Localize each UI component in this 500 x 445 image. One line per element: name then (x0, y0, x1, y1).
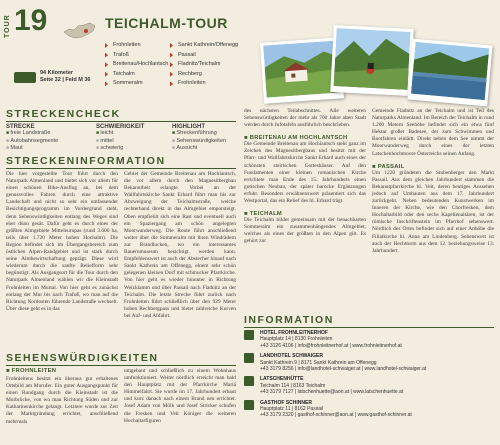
tour-number: 19 (14, 4, 48, 37)
strecke-item: ■ Autobahnsegmente (6, 138, 58, 146)
strecke-title: STRECKE (6, 124, 35, 130)
teichalm-heading: ■ TEICHALM (244, 211, 283, 218)
col3-intro: des nächsten Teilabschnittes. Alle weiteren Sehenswürdigkeiten der mehr als 700 Jahre alten Stadt werden durch Infotafeln ausführlich beschrieben. (244, 108, 366, 129)
info-contact: +43 3179 7127 | latschenhuette@aon.at | www.latschenhuette.at (260, 389, 404, 396)
tour-label: TOUR (4, 14, 11, 38)
divider (244, 327, 494, 328)
info-contact: +43 3126 4106 | info@frohnleitnerhof.at | www.frohnleitnerhof.at (260, 342, 402, 349)
breitenau-heading: ■ BREITENAU AM HOCHLANTSCH (244, 135, 348, 142)
route-stop: Trafoß (105, 51, 168, 61)
col4-intro: Gemeinde Fladnitz an der Teichalm und ist Teil des Naturparks Almenland. Im Bereich der Teichalm in rund 1.200 Metern Seehöhe befindet sich ein etwa fünf Hektar großer Badesee, der zum Schwimmen und Bootfahren einlädt. Direkt neben dem See nimmt der Moorwanderweg durch eines der letzten Latschenhochmoore Österreichs seinen Anfang. (372, 108, 494, 157)
restaurant-icon (244, 376, 254, 386)
info-name: LATSCHENHÜTTE (260, 376, 304, 383)
motorcycle-icon (14, 72, 36, 83)
info-address: Hauptplatz 11 | 8162 Passail (260, 406, 324, 413)
sehens-col1: Frohnleitens besitzt ein überaus gut erhaltenes Ortsbild am Murufer. Ein guter Ausgangspunkt für einen Rundgang durch die Kleinstadt ist die Murbrücke, von wo man Richtung Süden und zur Katharinenkirche gelangt. Letztere wurde zur Zeit der Marktgründung errichtet, anschließend mehrmals (6, 376, 118, 425)
sehens-heading: SEHENSWÜRDIGKEITEN (6, 352, 159, 364)
strecke-item: ■ freie Landstraße (6, 130, 58, 138)
schwierigkeit-title: SCHWIERIGKEIT (96, 124, 145, 130)
schwierigkeit-item: ■ leicht (96, 130, 144, 138)
streckeninfo-heading: STRECKENINFORMATION (6, 155, 166, 167)
info-entry (244, 400, 496, 419)
photo-mountain-ride (330, 25, 413, 96)
strecke-block (6, 124, 58, 153)
info-name: GASTHOF SCHINNER (260, 399, 312, 406)
breitenau-text: Die Gemeinde Breitenau am Hochlantsch steht ganz im Zeichen des Magnesitbergbaus und besitzt mit der Pfarr- und Wallfahrtskirche Sankt Erhard auch eines der schönsten steirischen Gotteshäuser. Auf den Fundamenten einer kleinen romanischen Kirche errichtete man Ende des 15. Jahrhunderts einen gotischen Neubau, der später barocke Ergänzungen erfuhr. Besonders erwähnenswert präsentiert sich das Westportal, das ein Relief des hl. Erhard trägt. (244, 141, 366, 205)
information-list (244, 330, 496, 419)
schwierigkeit-item: ■ schwierig (96, 145, 144, 153)
info-col3 (244, 108, 366, 343)
strecke-list (6, 130, 58, 153)
route-stop: Rechberg (170, 70, 238, 80)
passail-heading: ■ PASSAIL (372, 163, 405, 170)
tour-meta (40, 70, 90, 84)
breitenau-title: BREITENAU AM HOCHLANTSCH (249, 135, 348, 142)
information-heading: INFORMATION (244, 314, 334, 326)
route-list-1 (105, 41, 168, 89)
route-stop: Passail (170, 51, 238, 61)
route-stop: Frohnleiten (105, 41, 168, 51)
highlight-item: ■ Streckenführung (172, 130, 226, 138)
info-address: Sankt Kathrein 9 | 8171 Sankt Kathrein am Offenegg (260, 359, 377, 366)
frohnleiten-title: FROHNLEITEN (11, 368, 57, 374)
streckeninfo-col1: Die hier vorgestellte Tour führt durch den Naturpark Almenland und bietet sich vor allem für einen schönen Bike-Ausflug an, bei dem genussvolles Fahren durch eine attraktive Landschaft und nicht so sehr ein umfassender Besichtigungsprogramm im Vordergrund steht, denn Sehenswürdigkeiten entlang des Weges sind eher dünn gesät. Dafür geht es durch eines der größten Almgebiete Mitteleuropas (rund 3.600 ha, teils über 1.720 Meter hohen Hochalm). Die Region befindet sich im Übergangsbereich zum östlichen Alpen-Randgebiet und ist stark durch seine Almbewirtschaftung geprägt. Diese wird wiederum durch die sanfte Reliefform sehr begünstigt. Als Ausgangsort für die Tour durch den Naturpark Almenland wählen wir die Kleinstadt Frohnleiten im Murtal. Von hier geht es zunächst entlang der Mur bis nach Trafoß, wo man auf die Richtung Nordosten führende Landstraße wechselt. Über diese geht es in das (6, 171, 118, 312)
tour-title: TEICHALM-TOUR (105, 15, 228, 31)
info-name: HOTEL FROHNLEITNERHOF (260, 330, 328, 336)
route-stop: Frohnleiten (170, 79, 238, 89)
passail-title: PASSAIL (377, 163, 405, 170)
info-address: Teichalm 114 | 8163 Teichalm (260, 382, 326, 389)
route-stop: Teichalm (105, 70, 168, 80)
schwierigkeit-block (96, 124, 144, 153)
strecke-item: ■ Maut (6, 145, 58, 153)
highlight-title: HIGHLIGHT (172, 124, 205, 130)
streckeninfo-col2: Gebiet der Gemeinde Breitenau am Hochlantsch, die vor allem durch den Magnesitbergbau Bekanntheit erlangte. Vorbei an der Wallfahrtskirche Sankt Erhard führt man bis zur Abzweigung der Teichalmstraße, welche rechterhand direkt in das Almgebiet emporsteigt. Oben empfiehlt sich eine Rast und eventuell auch ein Spaziergang am schön angelegten Moorwanderweg. Die Route führt anschließend weiter über die Sommeralm mit ihren Windrädern zur Brandlucken, wo ein interessantes Bauernmuseum besichtigt werden kann. Empfehlenswert ist auch der Abstecher hinauf nach Sankt Kathrein am Offenegg, einem sehr schön gelegenen kleinen Dorf mit schmucker Pfarrkirche. Von hier geht es wieder hinunter in Richtung Weizklamm und über Passail nach Fladnitz an der Teichalm. Die letzte Strecke führt zurück nach Frohnleiten führt schließlich über den 929 Meter hohen Rechbergpass und bietet zahlreiche Kurven bei Auf- und Abfahrt. (124, 171, 236, 319)
sehens-col2: umgebaut und schließlich zu einem Wohnhaus umfunktioniert. Weiter nördlich erreicht man bald den Hauptplatz mit der Pfarrkirche Mariä Himmelfahrt. Sie wurde im 17. Jahrhundert erbaut und kurz danach nach einem Brand neu errichtet. Josef Adam von Mölk und Josef Stricker schufen die Fresken und Veit Königer die weiteren Hochaltarfiguren (124, 368, 236, 424)
route-stop: Sommeralm (105, 79, 168, 89)
photo-lake (407, 39, 492, 107)
passail-text: Um 1220 gründeten die Stubenberger den Markt Passail. Aus dem gleichen Jahrhundert stammen die Bekanntpfarrkirche hl. Veit, deren heutiges Aussehen jedoch auf Umbauten aus dem 17. Jahrhundert zurückgeht. Neben bedeutenden Kunstwerken im Inneren der Kirche, wie den Chorfresken, dem Hochaltarbild oder den sechs Kapellenaltären, ist der römische Inschriftenstein im Pfarrhof sehenswert. Nördlich des Ortes befindet sich auf einer Anhöhe die Filialkirche hl. Anna am Lindenberg. Sehenswert ist auch der Hechtturm aus dem 12. beziehungsweise 13. Jahrhundert. (372, 169, 494, 254)
info-contact: +43 3179 2320 | gasthof-schinner@aon.at | www.gasthof-schinner.at (260, 412, 412, 419)
hotel-icon (244, 330, 254, 340)
route-stop: Fladnitz/Teichalm (170, 60, 238, 70)
route-stop: Sankt Kathrein/Offenegg (170, 41, 238, 51)
highlight-item: ■ Aussicht (172, 145, 226, 153)
highlight-list (172, 130, 226, 153)
streckencheck-heading: STRECKENCHECK (6, 108, 121, 120)
teichalm-text: Die Teichalm bildet gemeinsam mit der benachbarten Sommeralm ein zusammenhängendes Almgebiet, welches als eines der größten in den Alpen gilt. Es gehört zur (244, 217, 366, 245)
schwierigkeit-item: ■ mittel (96, 138, 144, 146)
route-list-2 (170, 41, 238, 89)
info-entry (244, 330, 496, 349)
frohnleiten-heading: ■ FROHNLEITEN (6, 368, 57, 374)
info-col4 (372, 108, 494, 343)
info-contact: +43 3179 8256 | info@landhotel-schwaiger.at | www.landhotel-schwaiger.at (260, 366, 427, 373)
hotel-icon (244, 353, 254, 363)
route-stop: Breitenau/Hochlantsch (105, 60, 168, 70)
divider (6, 365, 236, 366)
schwierigkeit-list (96, 130, 144, 153)
info-address: Hauptplatz 14 | 8130 Frohnleiten (260, 336, 333, 343)
info-entry (244, 376, 496, 395)
austria-map-icon (62, 20, 96, 42)
info-name: LANDHOTEL SCHWAIGER (260, 353, 323, 360)
restaurant-icon (244, 400, 254, 410)
info-entry (244, 353, 496, 372)
highlight-item: ■ Sehenswürdigkeiten (172, 138, 226, 146)
km-line: 94 Kilometer (40, 70, 74, 76)
highlight-block (172, 124, 226, 153)
page-line: Seite 32 | Feld M 36 (40, 77, 91, 83)
divider (6, 121, 236, 122)
teichalm-title: TEICHALM (249, 211, 283, 218)
divider (6, 168, 236, 169)
